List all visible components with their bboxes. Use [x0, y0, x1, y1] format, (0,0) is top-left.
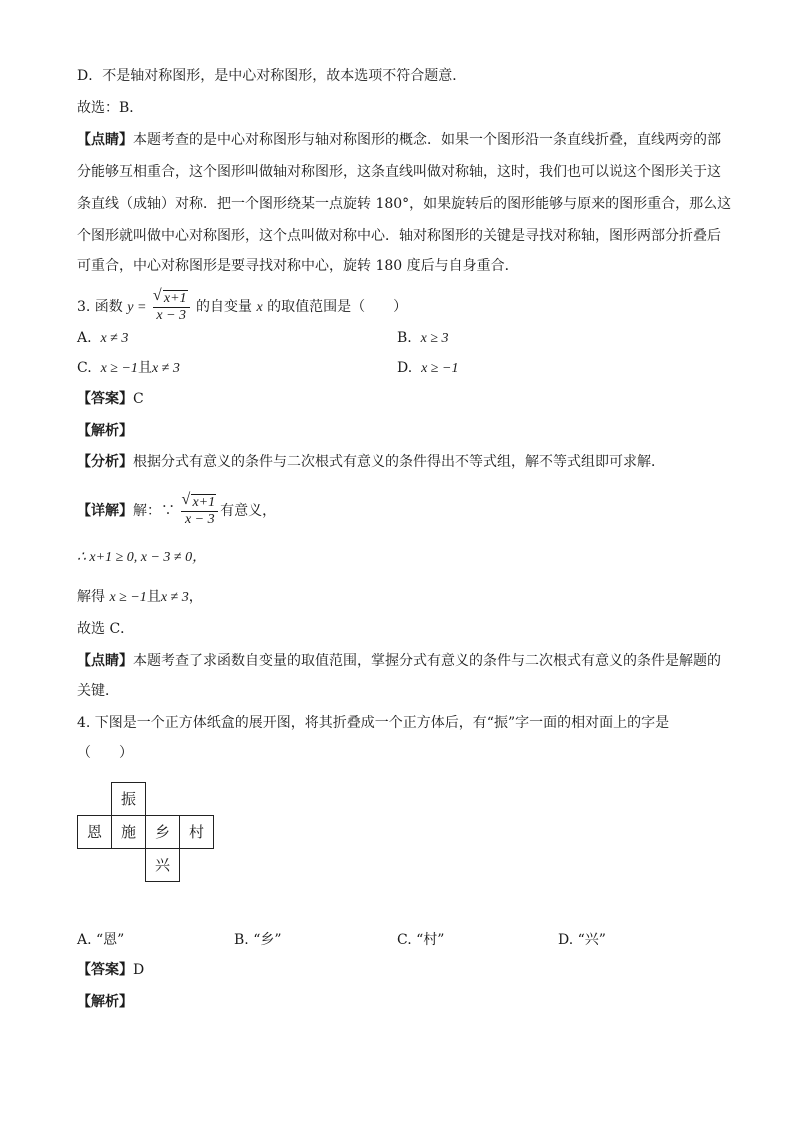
- net-cell-shi: 施: [111, 815, 146, 849]
- line-choose-b: 故选：B．: [77, 100, 144, 116]
- q4-option-c: C. “村”: [397, 932, 445, 948]
- note-line-4: 个图形就叫做中心对称图形，这个点叫做对称中心．轴对称图形的关键是寻找对称轴，图形两部分折叠后: [77, 228, 721, 244]
- q3-var: x: [256, 300, 263, 315]
- q3-suffix: 的自变量: [196, 299, 253, 315]
- q3-fraction: [153, 290, 190, 324]
- note-line-2: 分能够互相重合，这个图形叫做轴对称图形，这条直线叫做对称轴，这时，我们也可以说这个图形关于这: [77, 164, 721, 180]
- q3-stem: [77, 290, 407, 324]
- q3-option-b: B. x ≥ 3: [397, 330, 449, 346]
- q3-option-a: A. x ≠ 3: [77, 330, 129, 346]
- note-tag: 【点睛】: [77, 132, 133, 148]
- q3-denominator: x − 3: [156, 308, 187, 323]
- q3-detail-fraction: √ $\frac{x+1}{x - 3}$: [181, 494, 218, 528]
- net-cell-en: 恩: [77, 815, 112, 849]
- q3-fenxi: 【分析】根据分式有意义的条件与二次根式有意义的条件得出不等式组，解不等式组即可求解．: [77, 454, 665, 470]
- cube-net: [77, 782, 217, 882]
- q4-answer: 【答案】D: [77, 962, 145, 978]
- q3-therefore: ∴ x+1 ≥ 0, x − 3 ≠ 0，: [77, 550, 207, 565]
- net-cell-cun: 村: [179, 815, 214, 849]
- q3-detail: 【详解】解：∵ √ $\frac{x+1}{x - 3}$ 有意义，: [77, 494, 276, 528]
- q4-option-a: A. “恩”: [77, 932, 125, 948]
- q4-analysis-tag: 【解析】: [77, 994, 133, 1010]
- net-cell-xing: 兴: [145, 848, 180, 882]
- q3-option-d: D. x ≥ −1: [397, 360, 459, 376]
- net-cell-xiang: 乡: [145, 815, 180, 849]
- q4-option-b: B. “乡”: [234, 932, 282, 948]
- net-cell-zhen: 振: [111, 782, 146, 816]
- q3-choose: 故选 C．: [77, 621, 135, 637]
- q3-option-c: C. x ≥ −1且x ≠ 3: [77, 360, 180, 376]
- line-option-d: D．不是轴对称图形，是中心对称图形，故本选项不符合题意．: [77, 68, 467, 84]
- q3-answer: 【答案】C: [77, 391, 144, 407]
- q3-prefix: 3. 函数: [77, 299, 123, 315]
- note-line-3: 条直线（成轴）对称．把一个图形绕某一点旋转 180°，如果旋转后的图形能够与原来的图形重合，那么这: [77, 196, 732, 212]
- q3-solve: 解得 x ≥ −1且x ≠ 3，: [77, 589, 203, 605]
- note-line-1: [77, 130, 721, 150]
- note-text-1: 本题考查的是中心对称图形与轴对称图形的概念．如果一个图形沿一条直线折叠，直线两旁的部: [133, 132, 721, 148]
- q3-note-2: 关键．: [77, 683, 119, 699]
- q3-analysis-tag: 【解析】: [77, 423, 133, 439]
- q4-stem-2: （ ）: [77, 745, 133, 761]
- q4-option-d: D. “兴”: [558, 932, 606, 948]
- note-line-5: 可重合，中心对称图形是要寻找对称中心，旋转 180 度后与自身重合．: [77, 258, 519, 274]
- q4-stem-1: 4. 下图是一个正方体纸盒的展开图，将其折叠成一个正方体后，有“振”字一面的相对面上的字是: [77, 715, 670, 731]
- q3-y-eq: y =: [127, 300, 147, 315]
- q3-note-1: 【点睛】本题考查了求函数自变量的取值范围，掌握分式有意义的条件与二次根式有意义的条件是解题的: [77, 653, 721, 669]
- q3-sqrt: √ x+1: [163, 290, 188, 307]
- q3-suffix2: 的取值范围是（ ）: [267, 299, 408, 315]
